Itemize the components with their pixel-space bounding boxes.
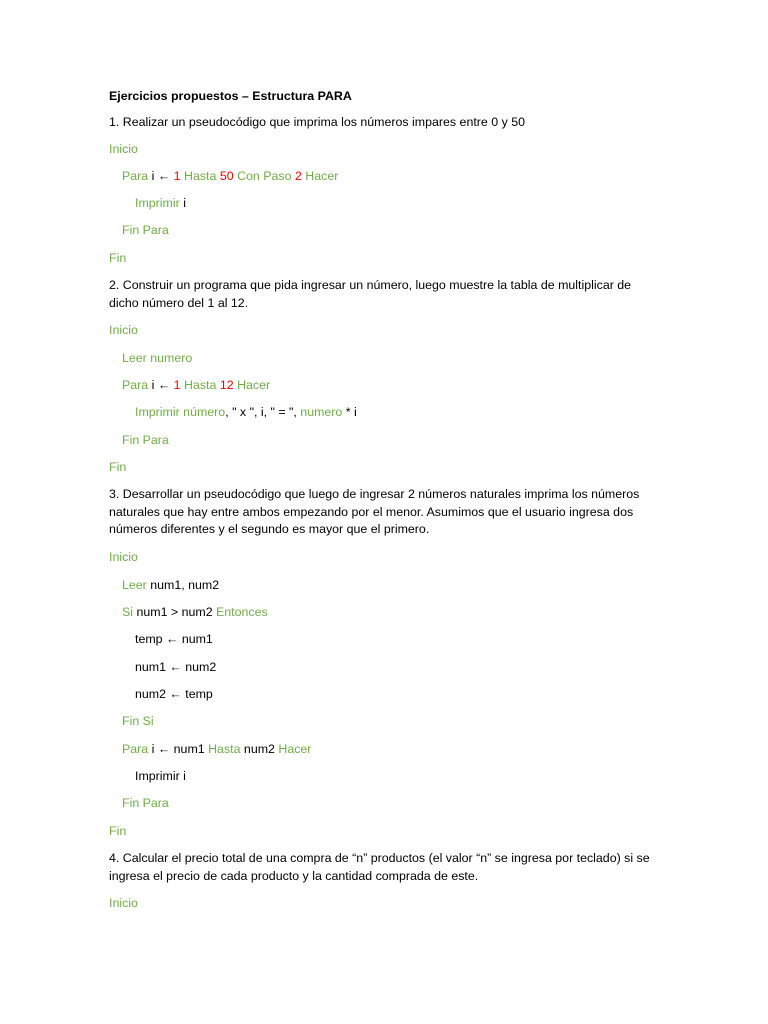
ex3-fin: Fin — [109, 824, 127, 838]
ex2-fin-para: Fin Para — [122, 433, 169, 447]
ex3-swap-2: num1 ← num2 — [135, 660, 217, 674]
num-step: 2 — [294, 169, 302, 183]
var-assign: i ← — [148, 378, 174, 392]
end-var: num2 — [240, 742, 279, 756]
var-assign: i ← num1 — [148, 742, 209, 756]
kw-hacer: Hacer — [278, 742, 312, 756]
ex3-si-line — [122, 604, 268, 620]
ex1-para-line — [122, 168, 338, 184]
imprimir-var: numero — [300, 405, 343, 419]
ex3-fin-si: Fin Si — [122, 714, 154, 728]
ex2-imprimir-line — [135, 404, 357, 420]
ex2-inicio: Inicio — [109, 323, 138, 337]
ex2-para-line — [122, 377, 270, 393]
kw-para: Para — [122, 378, 149, 392]
imprimir-end: * i — [342, 405, 357, 419]
exercise-2-statement: 2. Construir un programa que pida ingresar un número, luego muestre la tabla de multiplicar de dicho número del 1 al 12. — [109, 278, 632, 310]
exercise-4-statement: 4. Calcular el precio total de una compra de “n” productos (el valor “n” se ingresa por teclado) si se ingresa el precio de cada producto y la cantidad comprada de este. — [109, 851, 650, 883]
exercise-1-statement: 1. Realizar un pseudocódigo que imprima los números impares entre 0 y 50 — [109, 115, 525, 129]
ex1-inicio: Inicio — [109, 142, 138, 156]
ex1-imprimir-line — [135, 195, 186, 211]
kw-imprimir: Imprimir número — [135, 405, 226, 419]
ex3-swap-1: temp ← num1 — [135, 632, 213, 646]
num-end: 50 — [219, 169, 234, 183]
exercise-3-statement: 3. Desarrollar un pseudocódigo que luego de ingresar 2 números naturales imprima los números naturales que hay entre ambos empezando por el menor. Asumimos que el usuario ingresa dos números diferentes y el segundo es mayor que el primero. — [109, 487, 640, 536]
ex3-fin-para: Fin Para — [122, 796, 169, 810]
leer-args: num1, num2 — [146, 578, 220, 592]
ex3-leer-line — [122, 577, 219, 593]
ex3-inicio: Inicio — [109, 550, 138, 564]
document-title: Ejercicios propuestos – Estructura PARA — [109, 89, 352, 103]
kw-hasta: Hasta — [180, 378, 220, 392]
ex3-swap-3: num2 ← temp — [135, 687, 213, 701]
si-condition: num1 > num2 — [133, 605, 217, 619]
kw-hasta: Hasta — [180, 169, 220, 183]
imprimir-arg: i — [179, 196, 186, 210]
kw-leer: Leer — [122, 578, 147, 592]
ex2-leer: Leer numero — [122, 351, 193, 365]
kw-para: Para — [122, 169, 149, 183]
num-start: 1 — [173, 169, 181, 183]
kw-para: Para — [122, 742, 149, 756]
num-end: 12 — [219, 378, 234, 392]
num-start: 1 — [173, 378, 181, 392]
ex1-fin: Fin — [109, 251, 127, 265]
ex3-imprimir: Imprimir i — [135, 769, 186, 783]
kw-hasta: Hasta — [208, 742, 241, 756]
kw-hacer: Hacer — [233, 378, 271, 392]
kw-imprimir: Imprimir — [135, 196, 180, 210]
ex4-inicio: Inicio — [109, 896, 138, 910]
kw-con-paso: Con Paso — [233, 169, 295, 183]
kw-si: Si — [122, 605, 134, 619]
var-assign: i ← — [148, 169, 174, 183]
kw-hacer: Hacer — [301, 169, 339, 183]
imprimir-mid: , " x ", i, " = ", — [225, 405, 301, 419]
ex3-para-line — [122, 741, 311, 757]
ex2-fin: Fin — [109, 460, 127, 474]
ex1-fin-para: Fin Para — [122, 223, 169, 237]
kw-entonces: Entonces — [216, 605, 268, 619]
